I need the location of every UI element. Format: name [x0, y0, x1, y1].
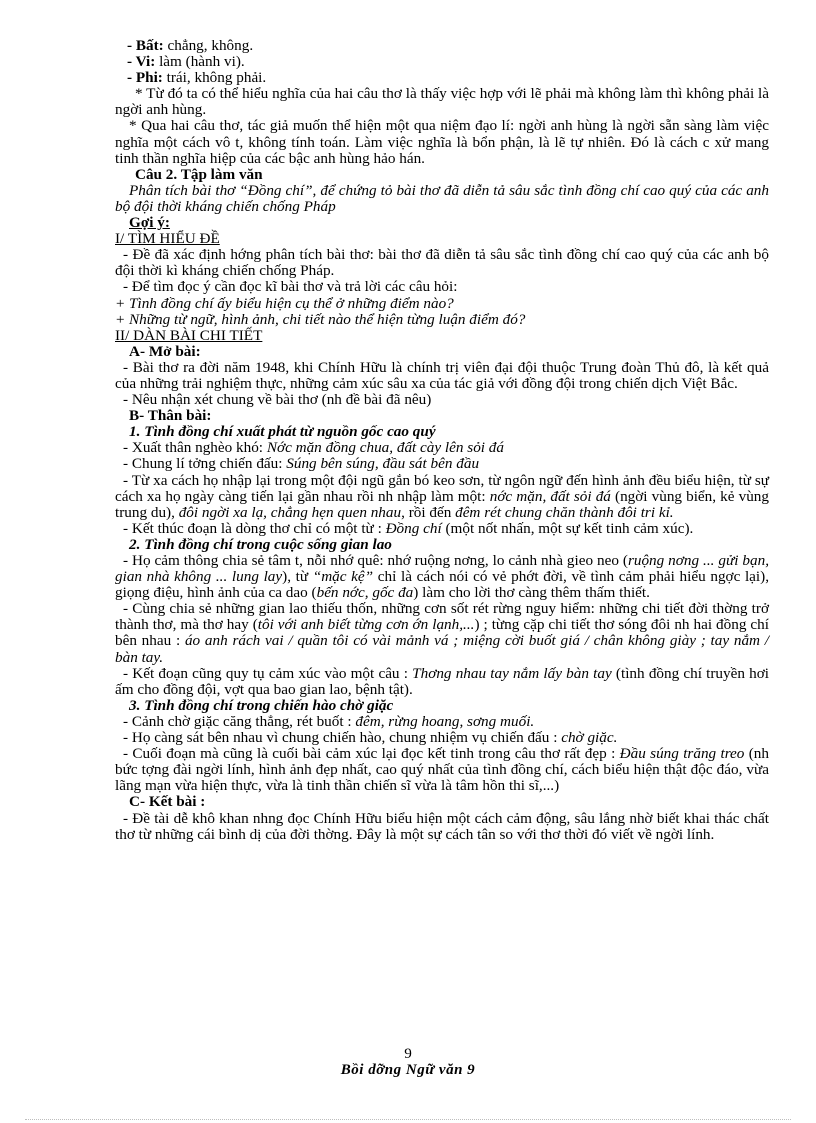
essay-prompt: Phân tích bài thơ “Đồng chí”, để chứng tỏ bài thơ đã diễn tả sâu sắc tình đồng chí cao quý của các anh bộ đội thời kháng chiến chống Pháp: [115, 181, 769, 215]
quote-run: ruộng nơng ... gửi bạn, gian nhà không ... lung lay: [115, 552, 769, 586]
quote-run: đêm, rừng hoang, sơng muối.: [355, 712, 535, 730]
quote-run: “mặc kệ”: [312, 568, 374, 586]
text-run: - Chung lí tởng chiến đấu:: [123, 455, 287, 473]
quote-run: Đồng chí: [385, 519, 442, 537]
paragraph: [115, 746, 769, 794]
text-run: (một nốt nhấn, một sự kết tinh cảm xúc).: [441, 519, 694, 537]
point-heading: 3. Tình đồng chí trong chiến hào chờ giặc: [129, 696, 394, 714]
paragraph: [115, 456, 769, 472]
paragraph: - Nêu nhận xét chung về bài thơ (nh đề bài đã nêu): [123, 391, 432, 409]
page-number: 9: [404, 1045, 412, 1062]
vocab-definition: làm (hành vi).: [155, 53, 245, 71]
quote-run: áo anh rách vai / quần tôi có vài mảnh vá ; miệng cời buốt giá / chân không giày ; tay nắm / bàn tay.: [115, 632, 769, 666]
text-run: - Kết thúc đoạn là dòng thơ chỉ có một từ :: [123, 519, 386, 537]
quote-run: Đầu súng trăng treo: [619, 745, 745, 763]
paragraph: - Để tìm đọc ý cần đọc kĩ bài thơ và trả lời các câu hỏi:: [123, 278, 458, 296]
paragraph: - Đề tài dễ khô khan nhng đọc Chính Hữu biểu hiện một cách cảm động, sâu lắng nhờ biết khai thác chất thơ từ những cái bình dị của đời thờng. Đây là một sự cách tân so với thơ thời đó viết về ngời lính.: [115, 809, 769, 843]
section-heading: II/ DÀN BÀI CHI TIẾT: [115, 326, 263, 344]
point-heading: 2. Tình đồng chí trong cuộc sống gian lao: [129, 535, 392, 553]
text-run: - Họ cảm thông chia sẻ tâm t, nỗi nhớ quê: nhớ ruộng nơng, lo cảnh nhà gieo neo (: [123, 552, 628, 569]
section-heading: Câu 2. Tập làm văn: [135, 165, 263, 183]
text-run: ) làm cho lời thơ càng thêm thấm thiết.: [413, 584, 650, 602]
subsection-heading: B- Thân bài:: [129, 407, 212, 425]
text-run: (ngời vùng biển, kẻ vùng trung du),: [115, 487, 769, 521]
quote-run: Nớc mặn đồng chua, đất cày lên sỏi đá: [266, 439, 504, 457]
footer-title: Bồi dỡng Ngữ văn 9: [340, 1062, 476, 1078]
vocab-definition: trái, không phải.: [162, 69, 267, 87]
text-run: - Kết đoạn cũng quy tụ cảm xúc vào một câu :: [123, 664, 413, 682]
text-run: - Cảnh chờ giặc căng thẳng, rét buốt :: [123, 712, 356, 730]
page-bottom-divider: [25, 1119, 791, 1120]
quote-run: đôi ngời xa lạ, chẳng hẹn quen nhau: [178, 503, 402, 521]
text-run: - Cuối đoạn mà cũng là cuối bài cảm xúc lại đọc kết tinh trong câu thơ rất đẹp :: [123, 745, 620, 763]
text-run: ) ; từng cặp chi tiết thơ sóng đôi nh hai đồng chí bên nhau :: [115, 616, 769, 650]
paragraph: [115, 714, 769, 730]
paragraph: - Đề đã xác định hớng phân tích bài thơ: bài thơ đã diễn tả sâu sắc tình đồng chí cao quý của các anh bộ đội thời kì kháng chiến chống Pháp.: [115, 246, 769, 280]
paragraph: [115, 730, 769, 746]
paragraph: [115, 440, 769, 456]
text-run: (nh bức tợng đài ngời lính, hình ảnh đẹp nhất, cao quý nhất của tình đồng chí, cách biểu hiện thật độc đáo, vừa lãng mạn vừa hiện thực, vừa là tinh thần chiến sĩ vừa là tâm hồn thi sĩ,...): [115, 745, 769, 795]
hint-heading: Gợi ý:: [129, 214, 170, 232]
subsection-heading: C- Kết bài :: [129, 793, 206, 811]
text-run: - Họ càng sát bên nhau vì chung chiến hào, chung nhiệm vụ chiến đấu :: [123, 729, 562, 747]
paragraph: [115, 473, 769, 521]
quote-run: đêm rét chung chăn thành đôi tri kỉ.: [455, 503, 674, 521]
quote-run: Thơng nhau tay nắm lấy bàn tay: [412, 664, 612, 682]
text-run: , rồi đến: [401, 503, 456, 521]
vocab-definition: chẳng, không.: [163, 37, 254, 54]
quote-run: tôi với anh biết từng cơn ớn lạnh,...: [257, 616, 475, 634]
text-run: - Cùng chia sẻ những gian lao thiếu thốn, những cơn sốt rét rừng nguy hiểm: những chi tiết đời thờng trở thành thơ, mà thơ hay (: [115, 600, 769, 634]
question-item: + Những từ ngữ, hình ảnh, chi tiết nào thể hiện từng luận điểm đó?: [115, 310, 526, 328]
text-run: chỉ là cách nói có vẻ phớt đời, về tình cảm phải hiểu ngợc lại), giọng điệu, hình ảnh của ca dao (: [115, 568, 769, 602]
text-run: - Từ xa cách họ nhập lại trong một đội ngũ gắn bó keo sơn, từ ngôn ngữ đến hình ảnh đều biểu hiện, từ sự cách xa họ ngày càng tiến lại gần nhau rồi nh nhập làm một:: [115, 471, 769, 505]
text-run: ), từ: [282, 568, 313, 586]
vocab-line: [115, 38, 769, 54]
paragraph: [115, 601, 769, 665]
quote-run: Súng bên súng, đầu sát bên đầu: [286, 455, 480, 473]
paragraph: [115, 521, 769, 537]
section-heading: I/ TÌM HIỂU ĐỀ: [115, 230, 220, 248]
vocab-line: [115, 70, 769, 86]
vocab-term: - Bất:: [127, 37, 164, 54]
paragraph: [115, 553, 769, 601]
paragraph: * Qua hai câu thơ, tác giả muốn thể hiện một qua niệm đạo lí: ngời anh hùng là ngời sẵn sàng làm việc nghĩa một cách vô t, không tính toán. Làm việc nghĩa là bổn phận, là lẽ tự nhiên. Đó là cách c xử mang tinh thần nghĩa hiệp của các bậc anh hùng hảo hán.: [115, 117, 769, 167]
paragraph: * Từ đó ta có thể hiểu nghĩa của hai câu thơ là thấy việc hợp với lẽ phải mà không làm thì không phải là ngời anh hùng.: [115, 85, 769, 119]
paragraph: [115, 666, 769, 698]
quote-run: bến nớc, gốc đa: [316, 584, 414, 602]
subsection-heading: A- Mở bài:: [129, 342, 201, 360]
text-run: (tình đồng chí truyền hơi ấm cho đồng đội, vợt qua bao gian lao, bệnh tật).: [115, 664, 770, 698]
vocab-line: [115, 54, 769, 70]
point-heading: 1. Tình đồng chí xuất phát từ nguồn gốc cao quý: [129, 423, 436, 441]
vocab-term: - Vi:: [127, 53, 156, 71]
quote-run: chờ giặc.: [561, 729, 618, 747]
quote-run: nớc mặn, đất sỏi đá: [489, 487, 611, 505]
question-item: + Tình đồng chí ấy biểu hiện cụ thể ở những điểm nào?: [115, 294, 454, 312]
vocab-term: - Phi:: [127, 69, 163, 87]
paragraph: - Bài thơ ra đời năm 1948, khi Chính Hữu là chính trị viên đại đội thuộc Trung đoàn Thủ đô, là kết quả của những trải nghiệm thực, những cảm xúc sâu xa của tác giả với đồng đội trong chiến dịch Việt Bắc.: [115, 358, 769, 392]
document-page: [115, 38, 769, 843]
text-run: - Xuất thân nghèo khó:: [123, 439, 267, 457]
